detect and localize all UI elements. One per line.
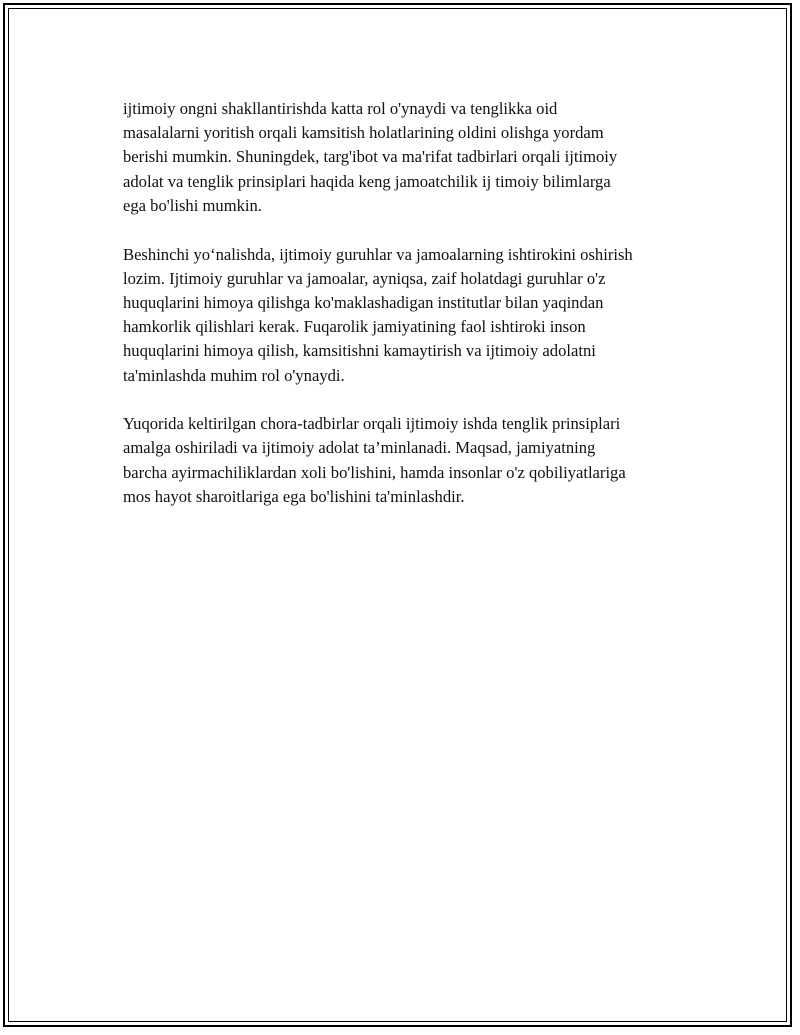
- document-body: [123, 97, 703, 534]
- page-border: [3, 3, 792, 1027]
- paragraph-2: Beshinchi yo‘nalishda, ijtimoiy guruhlar va jamoalarning ishtirokini oshirish lozim. Ijtimoiy guruhlar va jamoalar, ayniqsa, zaif holatdagi guruhlar o'z huquqlarini himoya qilishga ko'maklashadigan institutlar bilan yaqindan hamkorlik qilishlari kerak. Fuqarolik jamiyatining faol ishtiroki inson huquqlarini himoya qilish, kamsitishni kamaytirish va ijtimoiy adolatni ta'minlashda muhim rol o'ynaydi.: [123, 244, 633, 385]
- paragraph-1: ijtimoiy ongni shakllantirishda katta rol o'ynaydi va tenglikka oid masalalarni yoritish orqali kamsitish holatlarining oldini olishga yordam berishi mumkin. Shuningdek, targ'ibot va ma'rifat tadbirlari orqali ijtimoiy adolat va tenglik prinsiplari haqida keng jamoatchilik ij timoiy bilimlarga ega bo'lishi mumkin.: [123, 99, 618, 215]
- paragraph-3: Yuqorida keltirilgan chora-tadbirlar orqali ijtimoiy ishda tenglik prinsiplari amalga oshiriladi va ijtimoiy adolat ta’minlanadi. Maqsad, jamiyatning barcha ayirmachiliklardan xoli bo'lishini, hamda insonlar o'z qobiliyatlariga mos hayot sharoitlariga ega bo'lishini ta'minlashdir.: [123, 414, 626, 506]
